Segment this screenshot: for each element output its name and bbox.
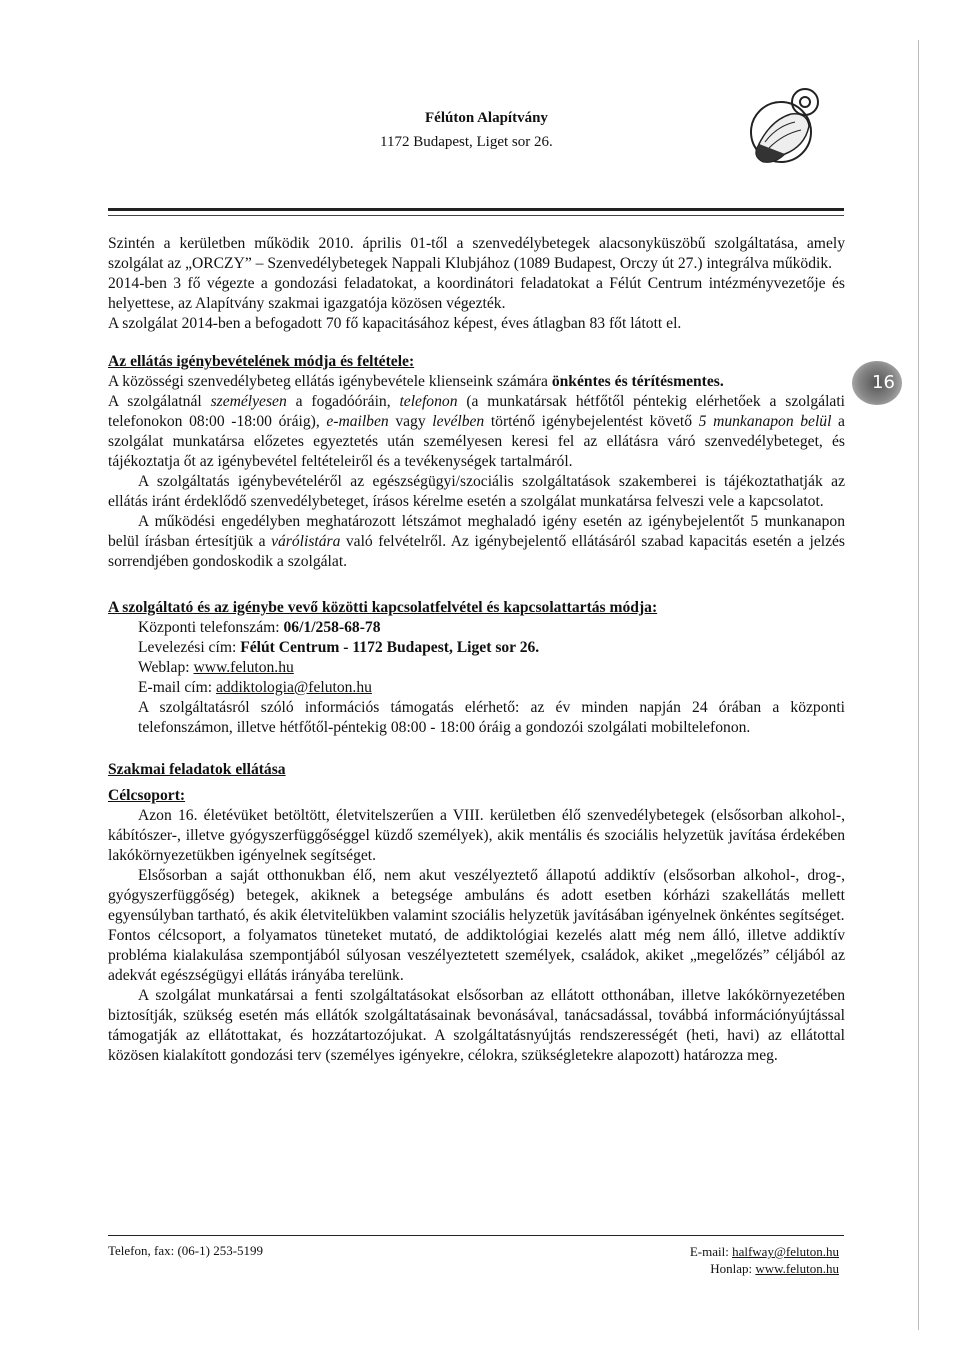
subheading-text: Célcsoport: [108,787,186,804]
section-heading [108,598,845,618]
paragraph: A szolgáltatás igénybevételéről az egészségügyi/szociális szolgáltatások szakemberei is tájékoztathatják az ellátás iránt érdeklődő szenvedélybeteget, írásos kérelme esetén a szolgálat munkatársa felveszi vele a kapcsolatot. [108,473,845,510]
footer-web [683,1260,839,1277]
text-run: (a munkatársak hétfőtől péntekig elérhetőek a szolgálati telefonokon 08:00 -18:00 óráig), [108,393,846,430]
label: Honlap: [710,1261,756,1276]
scan-edge-line [918,40,919,1330]
footer-contacts [683,1243,839,1277]
footer-web-link[interactable]: www.feluton.hu [755,1261,839,1276]
footer-email-link[interactable]: halfway@feluton.hu [732,1244,839,1259]
paragraph: Fontos célcsoport, a folyamatos tüneteket mutató, de addiktológiai kezelés alatt még nem álló, illetve addiktív probléma kialakulása szempontjából súlyosan veszélyeztetett személyek, családok, akiket „megelőzés” céljából az adekvát egészségügyi ellátás irányába terelünk. [108,927,845,984]
footer-divider [108,1235,844,1236]
organization-name: Félúton Alapítvány [425,110,548,126]
text-run: A közösségi szenvedélybeteg ellátás igénybevétele klienseink számára [108,373,552,390]
text-run: való felvételről. Az igénybejelentő ellátásáról szabad kapacitás esetén a jelzés sorrendjében gondoskodik a szolgálat. [108,533,845,570]
label: Weblap: [138,659,194,676]
value: 06/1/258-68-78 [283,619,381,636]
paragraph: A szolgáltatásról szóló információs támogatás elérhető: az év minden napján 24 órában a központi telefonszámon, illetve hétfőtől-péntekig 08:00 - 18:00 óráig a gondozói szolgálati mobiltelefonon. [138,699,845,736]
paragraph: Azon 16. életévüket betöltött, életvitelszerűen a VIII. kerületben élő szenvedélybetegek (elsősorban alkohol-, kábítószer-, illetve gyógyszerfüggőséggel küzdő személyek), akik mentális és szociális helyzetük javítása érdekében lakókörnyezetükben igényelnek segítséget. [108,807,845,864]
emphasis-text: 5 munkanapon belül [698,413,832,430]
emphasis-text: e-mailben [326,413,389,430]
paragraph [108,512,845,572]
contact-email [108,678,845,698]
emphasis-text: személyesen [210,393,287,410]
emphasis-text: levélben [432,413,485,430]
header-divider-thin [108,215,844,216]
contact-phone [108,618,845,638]
text-run: történő igénybejelentést követő [484,413,699,430]
foundation-logo-icon [745,82,833,170]
website-link[interactable]: www.feluton.hu [193,659,294,676]
heading-text: Szakmai feladatok ellátása [108,761,286,778]
subheading [108,786,845,806]
paragraph: Elsősorban a saját otthonukban élő, nem akut veszélyeztető állapotú addiktív (elsősorban alkohol-, drog-, gyógyszerfüggőség) betegek, akiknek a betegsége ambuláns és adott esetben kórházi szakellátás mellett egyensúlyban tartható, és akik életvitelükben valamint szociális helyzetük javításában igényelnek önkéntes segítséget. [108,867,845,924]
section-heading [108,760,845,780]
email-link[interactable]: addiktologia@feluton.hu [215,679,372,696]
emphasis-text: önkéntes és térítésmentes. [551,373,724,390]
value: Félút Centrum - 1172 Budapest, Liget sor 26. [240,639,540,656]
text-run: a szolgálat munkatársa előzetes egyeztetés után személyesen keresi fel az ellátásra váró szenvedélybeteget, és tájékoztatja őt az igénybevétel feltételeiről és a tevékenységek tartalmáról. [108,413,845,470]
text-run: A működési engedélyben meghatározott létszámot meghaladó igény esetén az igénybejelentőt 5 munkanapon belül írásban értesítjük a [108,513,845,550]
paragraph: A szolgálat 2014-ben a befogadott 70 fő kapacitásához képest, éves átlagban 83 főt látott el. [108,315,682,332]
label: Központi telefonszám: [138,619,284,636]
organization-address: 1172 Budapest, Liget sor 26. [380,134,553,150]
emphasis-text: telefonon [399,393,458,410]
paragraph: Szintén a kerületben működik 2010. április 01-től a szenvedélybetegek alacsonyküszöbű szolgáltatása, amely szolgálat az „ORCZY” – Szenvedélybetegek Nappali Klubjához (1089 Budapest, Orczy út 27.) integrálva működik. [108,235,845,272]
footer-phone: Telefon, fax: (06-1) 253-5199 [108,1243,264,1258]
page-tab-marker [852,361,902,405]
heading-text: Az ellátás igénybevételének módja és feltétele: [108,353,415,370]
paragraph: A szolgálat munkatársai a fenti szolgáltatásokat elsősorban az ellátott otthonában, illetve lakókörnyezetében biztosítják, szükség esetén más ellátók szolgáltatásainak bevonásával, tanácsadással, továbbá információnyújtással támogatják az ellátottakat, és hozzátartozójukat. A szolgáltatásnyújtás rendszerességét (heti, havi) az ellátottal közösen kialakított gondozási terv (személyes igényekre, célokra, szükségletekre alapozott) határozza meg. [108,987,845,1064]
section-heading [108,352,845,372]
footer-email [683,1243,839,1260]
label: E-mail cím: [138,679,216,696]
text-run: vagy [388,413,433,430]
page-tab-number: 16 [872,372,895,393]
contact-web [108,658,845,678]
emphasis-text: várólistára [271,533,341,550]
contact-mail [108,638,845,658]
heading-text: A szolgáltató és az igénybe vevő közötti kapcsolatfelvétel és kapcsolattartás módja: [108,599,658,616]
header-divider [108,208,844,211]
text-run: A szolgálatnál [108,393,211,410]
paragraph [108,372,845,392]
label: Levelezési cím: [138,639,241,656]
text-run: a fogadóóráin, [286,393,400,410]
paragraph [108,392,845,472]
paragraph: 2014-ben 3 fő végezte a gondozási feladatokat, a koordinátori feladatokat a Félút Centrum intézményvezetője és helyettese, az Alapítvány szakmai igazgatója közösen végezték. [108,275,845,312]
label: E-mail: [689,1244,733,1259]
main-content [108,234,845,1066]
